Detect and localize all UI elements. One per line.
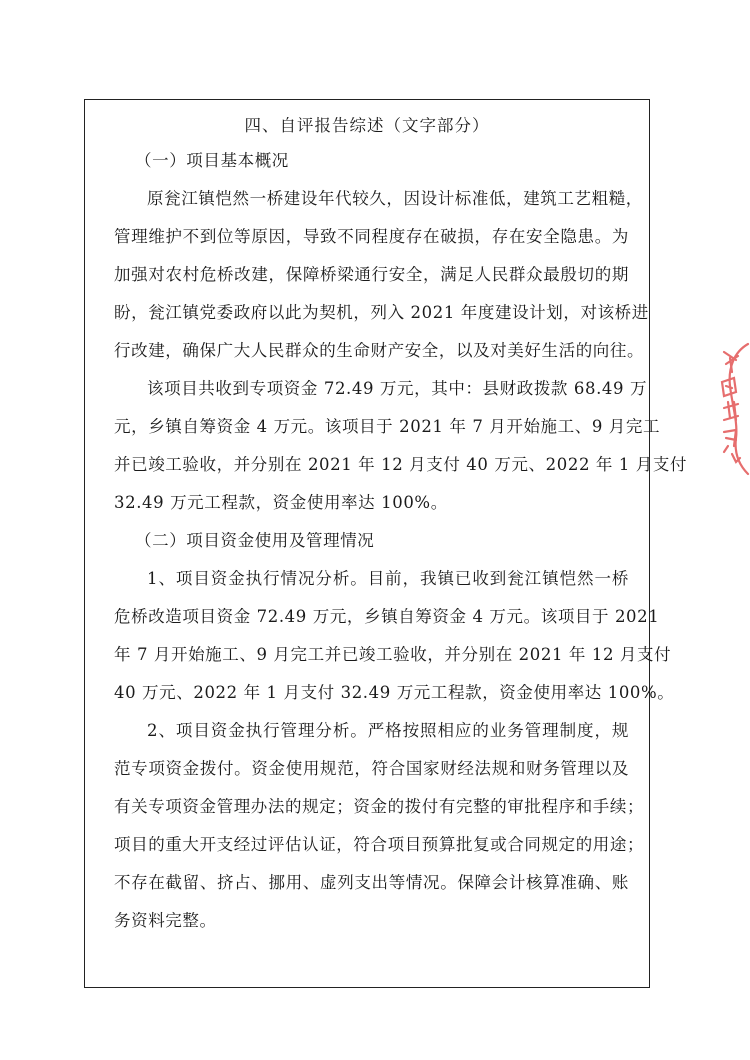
paragraph-line: 盼，瓮江镇党委政府以此为契机，列入 2021 年度建设计划，对该桥进 bbox=[114, 303, 649, 322]
paragraph-line: 40 万元、2022 年 1 月支付 32.49 万元工程款，资金使用率达 100%。 bbox=[114, 683, 675, 702]
page-title: 四、自评报告综述（文字部分） bbox=[244, 116, 490, 135]
paragraph-line: 行改建，确保广大人民群众的生命财产安全，以及对美好生活的向往。 bbox=[114, 341, 645, 360]
paragraph-line: 加强对农村危桥改建，保障桥梁通行安全，满足人民群众最殷切的期 bbox=[114, 265, 629, 284]
paragraph-line: 范专项资金拨付。资金使用规范，符合国家财经法规和财务管理以及 bbox=[114, 759, 629, 778]
paragraph-line: 原瓮江镇恺然一桥建设年代较久，因设计标准低，建筑工艺粗糙， bbox=[147, 189, 643, 208]
paragraph-line: 不存在截留、挤占、挪用、虚列支出等情况。保障会计核算准确、账 bbox=[114, 873, 629, 892]
paragraph-line: 管理维护不到位等原因，导致不同程度存在破损，存在安全隐患。为 bbox=[114, 227, 629, 246]
paragraph-line: 有关专项资金管理办法的规定；资金的拨付有完整的审批程序和手续； bbox=[114, 797, 645, 816]
red-seal-stamp bbox=[714, 338, 750, 478]
paragraph-line: 该项目共收到专项资金 72.49 万元，其中：县财政拨款 68.49 万 bbox=[147, 379, 648, 398]
paragraph-line: 危桥改造项目资金 72.49 万元，乡镇自筹资金 4 万元。该项目于 2021 bbox=[114, 607, 660, 626]
section-heading-2: （二）项目资金使用及管理情况 bbox=[135, 531, 375, 550]
paragraph-line: 项目的重大开支经过评估认证，符合项目预算批复或合同规定的用途； bbox=[114, 835, 645, 854]
paragraph-line: 32.49 万元工程款，资金使用率达 100%。 bbox=[114, 493, 448, 512]
paragraph-line: 并已竣工验收，并分别在 2021 年 12 月支付 40 万元、2022 年 1 月支付 bbox=[114, 455, 688, 474]
paragraph-line: 2、项目资金执行管理分析。严格按照相应的业务管理制度，规 bbox=[147, 721, 629, 740]
paragraph-line: 1、项目资金执行情况分析。目前，我镇已收到瓮江镇恺然一桥 bbox=[147, 569, 629, 588]
paragraph-line: 元，乡镇自筹资金 4 万元。该项目于 2021 年 7 月开始施工、9 月完工 bbox=[114, 417, 661, 436]
paragraph-line: 务资料完整。 bbox=[114, 911, 217, 930]
paragraph-line: 年 7 月开始施工、9 月完工并已竣工验收，并分别在 2021 年 12 月支付 bbox=[114, 645, 672, 664]
section-heading-1: （一）项目基本概况 bbox=[135, 151, 289, 170]
